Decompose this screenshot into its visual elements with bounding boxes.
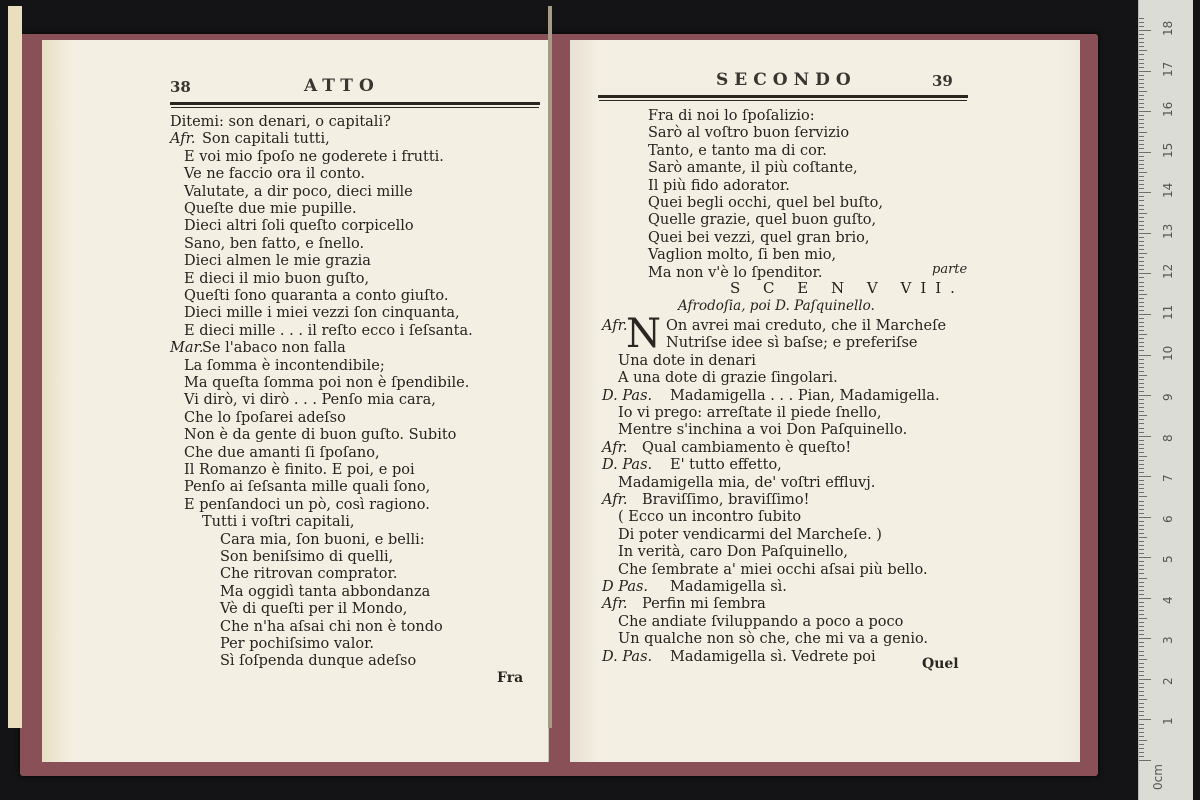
ruler-tick — [1139, 736, 1144, 737]
verse-line: Che ritrovan comprator. — [220, 566, 398, 583]
ruler-tick — [1139, 448, 1144, 449]
ruler-tick — [1139, 513, 1144, 514]
ruler-tick — [1139, 355, 1151, 356]
ruler-label: 4 — [1161, 596, 1175, 604]
ruler-tick — [1139, 428, 1144, 429]
speaker-label: Afr. — [602, 439, 628, 456]
ruler-label: 8 — [1161, 433, 1175, 442]
ruler-label: 7 — [1161, 474, 1175, 483]
ruler-tick — [1139, 330, 1144, 331]
verse-line: Sarò al voſtro buon ſervizio — [648, 125, 850, 142]
ruler-tick — [1139, 436, 1151, 437]
ruler-tick — [1139, 282, 1144, 283]
ruler-tick — [1139, 383, 1144, 384]
verse-line: Vè di queſti per il Mondo, — [220, 601, 408, 618]
ruler-tick — [1139, 367, 1144, 368]
ruler-label: 6 — [1161, 515, 1175, 523]
ruler-tick — [1139, 273, 1151, 274]
ruler-label: 11 — [1161, 304, 1175, 320]
ruler-tick — [1139, 630, 1144, 631]
ruler-tick — [1139, 460, 1144, 461]
ruler-tick — [1139, 395, 1151, 396]
ruler-tick — [1139, 456, 1147, 457]
ruler-tick — [1139, 59, 1144, 60]
speaker-label: Mar. — [170, 340, 204, 357]
ruler-tick — [1139, 667, 1144, 668]
ruler-tick — [1139, 298, 1144, 299]
ruler-tick — [1139, 164, 1144, 165]
ruler-tick — [1139, 168, 1144, 169]
ruler-tick — [1139, 537, 1147, 538]
verse-line: Sì ſoſpenda dunque adeſso — [220, 653, 417, 670]
ruler-tick — [1139, 302, 1144, 303]
ruler-tick — [1139, 213, 1147, 214]
verse-line: Penſo ai ſeſsanta mille quali ſono, — [184, 479, 431, 496]
ruler-tick — [1139, 359, 1144, 360]
ruler-tick — [1139, 715, 1144, 716]
ruler-label: 15 — [1161, 142, 1175, 158]
ruler-tick — [1139, 184, 1144, 185]
ruler-tick — [1139, 217, 1144, 218]
ruler-tick — [1139, 257, 1144, 258]
ruler-tick — [1139, 744, 1144, 745]
ruler-tick — [1139, 294, 1147, 295]
ruler-label: 12 — [1161, 264, 1175, 280]
ruler-tick — [1139, 249, 1144, 250]
ruler-tick — [1139, 277, 1144, 278]
verse-line: Tutti i voſtri capitali, — [202, 514, 355, 531]
ruler-tick — [1139, 480, 1144, 481]
speaker-label: D. Pas. — [602, 648, 653, 665]
ruler-tick — [1139, 484, 1144, 485]
ruler-tick — [1139, 521, 1144, 522]
speaker-label: Afr. — [602, 596, 628, 613]
ruler-tick — [1139, 602, 1144, 603]
ruler-tick — [1139, 509, 1144, 510]
ruler-tick — [1139, 634, 1144, 635]
gutter — [548, 6, 552, 728]
ruler-tick — [1139, 582, 1144, 583]
ruler-tick — [1139, 67, 1144, 68]
ruler-label: 1 — [1161, 717, 1175, 726]
ruler-tick — [1139, 622, 1144, 623]
ruler-tick — [1139, 403, 1144, 404]
verse-line: Braviſſimo, braviſſimo! — [642, 492, 810, 508]
speaker-label: D Pas. — [602, 579, 649, 595]
verse-line: Valutate, a dir poco, dieci mille — [184, 183, 413, 200]
ruler-tick — [1139, 99, 1144, 100]
ruler-tick — [1139, 399, 1144, 400]
verse-line: Per pochiſsimo valor. — [220, 636, 375, 652]
ruler-tick — [1139, 440, 1144, 441]
ruler-tick — [1139, 350, 1144, 351]
verse-line: Sarò amante, il più coſtante, — [648, 160, 858, 177]
verse-line: Queſti ſono quaranta a conto giuſto. — [184, 288, 449, 304]
ruler-tick — [1139, 180, 1144, 181]
ruler-tick — [1139, 188, 1144, 189]
speaker-label: Afr. — [602, 318, 628, 334]
ruler-tick — [1139, 695, 1144, 696]
ruler-tick — [1139, 200, 1144, 201]
ruler-tick — [1139, 594, 1144, 595]
verse-line: Un qualche non sò che, che mi va a genio. — [618, 631, 929, 648]
verse-line: Non è da gente di buon guſto. Subito — [184, 427, 457, 444]
ruler-tick — [1139, 586, 1144, 587]
ruler-tick — [1139, 196, 1144, 197]
ruler-tick — [1139, 342, 1144, 343]
ruler-tick — [1139, 663, 1144, 664]
ruler-label: 14 — [1161, 183, 1175, 199]
ruler-tick — [1139, 233, 1151, 234]
header-rule-right — [598, 95, 968, 98]
ruler-tick — [1139, 172, 1147, 173]
verse-line: La ſomma è incontendibile; — [184, 357, 385, 374]
ruler-tick — [1139, 334, 1147, 335]
ruler-tick — [1139, 610, 1144, 611]
ruler-tick — [1139, 176, 1144, 177]
verse-line: Madamigella sì. Vedrete poi — [670, 648, 876, 665]
ruler-tick — [1139, 38, 1144, 39]
ruler-tick — [1139, 432, 1144, 433]
ruler-tick — [1139, 387, 1144, 388]
ruler-tick — [1139, 719, 1151, 720]
ruler-tick — [1139, 241, 1144, 242]
ruler-tick — [1139, 75, 1144, 76]
verse-line: Sano, ben fatto, e ſnello. — [184, 235, 365, 252]
ruler-tick — [1139, 306, 1144, 307]
ruler-tick — [1139, 42, 1144, 43]
ruler-tick — [1139, 132, 1147, 133]
ruler-tick — [1139, 675, 1144, 676]
ruler-tick — [1139, 87, 1144, 88]
verse-line: Quelle grazie, quel buon guſto, — [648, 212, 877, 229]
ruler-tick — [1139, 492, 1144, 493]
verse-line: Di poter vendicarmi del Marcheſe. ) — [618, 526, 882, 543]
ruler-tick — [1139, 683, 1144, 684]
ruler-tick — [1139, 549, 1144, 550]
ruler-tick — [1139, 322, 1144, 323]
ruler-tick — [1139, 290, 1144, 291]
verse-line: Perfin mi ſembra — [642, 596, 766, 613]
verse-line: Tanto, e tanto ma di cor. — [648, 142, 827, 159]
ruler-label: 5 — [1161, 555, 1175, 564]
ruler-tick — [1139, 50, 1147, 51]
ruler-tick — [1139, 488, 1144, 489]
verse-line: Ma queſta ſomma poi non è ſpendibile. — [184, 375, 470, 391]
verse-line: E dieci mille . . . il reſto ecco i ſeſsanta. — [184, 322, 473, 339]
catchword-right: Quel — [922, 656, 959, 672]
ruler-tick — [1139, 655, 1144, 656]
verse-line: Son capitali tutti, — [202, 131, 330, 148]
ruler-tick — [1139, 671, 1144, 672]
verse-line: Madamigella . . . Pian, Madamigella. — [670, 387, 940, 404]
ruler-tick — [1139, 286, 1144, 287]
ruler-tick — [1139, 760, 1151, 761]
ruler-tick — [1139, 687, 1144, 688]
ruler-label: 17 — [1161, 61, 1175, 77]
ruler-tick — [1139, 46, 1144, 47]
ruler-tick — [1139, 573, 1144, 574]
verse-line: E voi mio ſpoſo ne goderete i frutti. — [184, 148, 444, 165]
ruler-tick — [1139, 269, 1144, 270]
scene-characters: Afrodoſia, poi D. Paſquinello. — [678, 298, 875, 314]
ruler-tick — [1139, 136, 1144, 137]
verse-line: Se l'abaco non falla — [202, 340, 346, 357]
ruler-tick — [1139, 598, 1151, 599]
verse-line: Cara mia, ſon buoni, e belli: — [220, 531, 425, 548]
ruler-tick — [1139, 626, 1144, 627]
ruler-tick — [1139, 679, 1151, 680]
speaker-label: D. Pas. — [602, 457, 653, 474]
ruler-tick — [1139, 310, 1144, 311]
ruler-tick — [1139, 561, 1144, 562]
ruler-tick — [1139, 338, 1144, 339]
ruler-tick — [1139, 444, 1144, 445]
verse-line: Nutriſse idee sì baſse; e preferiſse — [666, 335, 918, 352]
ruler-tick — [1139, 642, 1144, 643]
ruler-tick — [1139, 140, 1144, 141]
ruler-tick — [1139, 156, 1144, 157]
ruler-tick — [1139, 618, 1147, 619]
ruler-tick — [1139, 318, 1144, 319]
verse-line: Madamigella mia, de' voſtri effluvj. — [618, 474, 876, 491]
verse-line: Che andiate ſviluppando a poco a poco — [618, 613, 904, 630]
ruler-tick — [1139, 261, 1144, 262]
ruler-tick — [1139, 691, 1144, 692]
ruler-tick — [1139, 391, 1144, 392]
verse-line: Che ſembrate a' miei occhi aſsai più bello. — [618, 561, 928, 578]
ruler-tick — [1139, 606, 1144, 607]
ruler-tick — [1139, 464, 1144, 465]
ruler-label: 3 — [1161, 636, 1175, 645]
verse-line: Queſte due mie pupille. — [184, 201, 357, 217]
ruler-tick — [1139, 525, 1144, 526]
verse-line: Quei bei vezzi, quel gran brio, — [648, 229, 870, 246]
verse-line: Son beniſsimo di quelli, — [220, 549, 394, 565]
ruler-tick — [1139, 107, 1144, 108]
ruler-tick — [1139, 127, 1144, 128]
ruler-tick — [1139, 209, 1144, 210]
verse-line: Dieci altri ſoli queſto corpicello — [184, 218, 414, 235]
ruler-tick — [1139, 119, 1144, 120]
ruler-tick — [1139, 253, 1147, 254]
verse-line: Ma non v'è lo ſpenditor. — [648, 264, 823, 281]
ruler-tick — [1139, 371, 1144, 372]
ruler-tick — [1139, 26, 1144, 27]
ruler-tick — [1139, 148, 1144, 149]
verse-line: On avrei mai creduto, che il Marcheſe — [666, 318, 947, 334]
ruler-label: 10 — [1161, 345, 1175, 361]
ruler-tick — [1139, 752, 1144, 753]
ruler-tick — [1139, 346, 1144, 347]
ruler-tick — [1139, 732, 1144, 733]
ruler-label: 2 — [1161, 677, 1175, 685]
ruler-tick — [1139, 63, 1144, 64]
left-page — [42, 40, 549, 762]
ruler-tick — [1139, 565, 1144, 566]
verse-line: Io vi prego: arreſtate il piede ſnello, — [618, 405, 882, 421]
verse-line: Il più fido adorator. — [648, 177, 790, 194]
ruler-tick — [1139, 111, 1151, 112]
speaker-label: D. Pas. — [602, 387, 653, 404]
ruler-tick — [1139, 326, 1144, 327]
ruler-tick — [1139, 205, 1144, 206]
ruler-tick — [1139, 703, 1144, 704]
ruler-tick — [1139, 79, 1144, 80]
verse-line: In verità, caro Don Paſquinello, — [618, 544, 848, 561]
scene-heading: S C E N V VII. — [730, 279, 964, 297]
ruler-tick — [1139, 476, 1151, 477]
verse-line: Il Romanzo è finito. E poi, e poi — [184, 462, 415, 478]
ruler-tick — [1139, 501, 1144, 502]
ruler-tick — [1139, 529, 1144, 530]
ruler-tick — [1139, 123, 1144, 124]
ruler-tick — [1139, 34, 1144, 35]
verse-line: Dieci almen le mie grazia — [184, 253, 371, 270]
ruler-tick — [1139, 245, 1144, 246]
ruler-tick — [1139, 423, 1144, 424]
drop-cap: N — [626, 311, 661, 357]
ruler-tick — [1139, 71, 1151, 72]
ruler-tick — [1139, 740, 1147, 741]
ruler-tick — [1139, 590, 1144, 591]
verse-line: Una dote in denari — [618, 352, 756, 369]
ruler-tick — [1139, 18, 1144, 19]
verse-line: Dieci mille i miei vezzi ſon cinquanta, — [184, 305, 460, 322]
verse-line: Quei begli occhi, quel bel buſto, — [648, 195, 883, 211]
ruler-tick — [1139, 419, 1144, 420]
verse-line: ( Ecco un incontro ſubito — [618, 509, 802, 526]
header-rule-left — [170, 102, 540, 105]
ruler-tick — [1139, 517, 1151, 518]
verse-line: E dieci il mio buon guſto, — [184, 270, 370, 287]
verse-line: A una dote di grazie ſingolari. — [618, 370, 838, 387]
verse-line: Qual cambiamento è queſto! — [642, 439, 852, 456]
page-number-left: 38 — [170, 78, 191, 96]
ruler-tick — [1139, 415, 1147, 416]
ruler-tick — [1139, 152, 1151, 153]
ruler-tick — [1139, 221, 1144, 222]
ruler-tick — [1139, 569, 1144, 570]
stage-direction: parte — [932, 262, 968, 277]
verse-line: Ve ne faccio ora il conto. — [184, 166, 365, 183]
page-number-right: 39 — [932, 72, 953, 90]
ruler-tick — [1139, 707, 1144, 708]
ruler-tick — [1139, 728, 1144, 729]
ruler-tick — [1139, 225, 1144, 226]
ruler-tick — [1139, 54, 1144, 55]
ruler-tick — [1139, 375, 1147, 376]
ruler-tick — [1139, 638, 1151, 639]
verse-line: Che n'ha aſsai chi non è tondo — [220, 618, 443, 635]
verse-line: E' tutto effetto, — [670, 457, 782, 474]
ruler-tick — [1139, 578, 1147, 579]
ruler-tick — [1139, 363, 1144, 364]
ruler-tick — [1139, 91, 1147, 92]
ruler-tick — [1139, 30, 1151, 31]
verse-line: Ditemi: son denari, o capitali? — [170, 114, 391, 130]
ruler-tick — [1139, 496, 1147, 497]
verse-line: Che due amanti ſi ſpoſano, — [184, 444, 380, 461]
ruler-tick — [1139, 103, 1144, 104]
ruler-tick — [1139, 646, 1144, 647]
verse-line: E penſandoci un pò, così ragiono. — [184, 496, 430, 513]
ruler-tick — [1139, 379, 1144, 380]
verse-line: Ma oggidì tanta abbondanza — [220, 583, 431, 600]
ruler-tick — [1139, 407, 1144, 408]
ruler-tick — [1139, 83, 1144, 84]
verse-line: Vaglion molto, ſi ben mio, — [648, 247, 837, 264]
ruler-tick — [1139, 651, 1144, 652]
verse-line: Che lo ſpoſarei adeſso — [184, 409, 346, 426]
running-head-left: ATTO — [304, 76, 380, 96]
ruler-tick — [1139, 756, 1144, 757]
ruler-tick — [1139, 472, 1144, 473]
ruler-tick — [1139, 95, 1144, 96]
speaker-label: Afr. — [602, 492, 628, 508]
speaker-label: Afr. — [170, 131, 196, 148]
verse-line: Mentre s'inchina a voi Don Paſquinello. — [618, 422, 908, 439]
ruler-tick — [1139, 699, 1147, 700]
ruler-tick — [1139, 237, 1144, 238]
right-page — [570, 40, 1080, 762]
ruler-label: 18 — [1161, 20, 1175, 37]
ruler-tick — [1139, 541, 1144, 542]
ruler-tick — [1139, 160, 1144, 161]
ruler-tick — [1139, 22, 1144, 23]
ruler-tick — [1139, 533, 1144, 534]
ruler-tick — [1139, 411, 1144, 412]
ruler-tick — [1139, 545, 1144, 546]
verse-line: Fra di noi lo ſpoſalizio: — [648, 108, 815, 124]
ruler-tick — [1139, 553, 1144, 554]
ruler-tick — [1139, 115, 1144, 116]
catchword-left: Fra — [497, 670, 524, 686]
running-head-right: SECONDO — [716, 70, 857, 90]
verse-line: Madamigella sì. — [670, 579, 787, 595]
ruler-tick — [1139, 724, 1144, 725]
ruler-tick — [1139, 314, 1151, 315]
ruler-label: 13 — [1161, 223, 1175, 239]
ruler-tick — [1139, 505, 1144, 506]
ruler-unit-label: 0cm — [1151, 764, 1165, 790]
ruler-label: 9 — [1161, 393, 1175, 402]
verse-line: Vi dirò, vi dirò . . . Penſo mia cara, — [184, 392, 436, 409]
ruler-label: 16 — [1161, 101, 1175, 118]
ruler-tick — [1139, 614, 1144, 615]
ruler-tick — [1139, 659, 1147, 660]
ruler-tick — [1139, 748, 1144, 749]
ruler-tick — [1139, 229, 1144, 230]
ruler-tick — [1139, 711, 1144, 712]
ruler-tick — [1139, 557, 1151, 558]
ruler-tick — [1139, 265, 1144, 266]
page-edge-left — [8, 6, 22, 728]
ruler-tick — [1139, 452, 1144, 453]
ruler-tick — [1139, 468, 1144, 469]
ruler-tick — [1139, 144, 1144, 145]
ruler-tick — [1139, 192, 1151, 193]
measuring-ruler — [1138, 0, 1193, 800]
